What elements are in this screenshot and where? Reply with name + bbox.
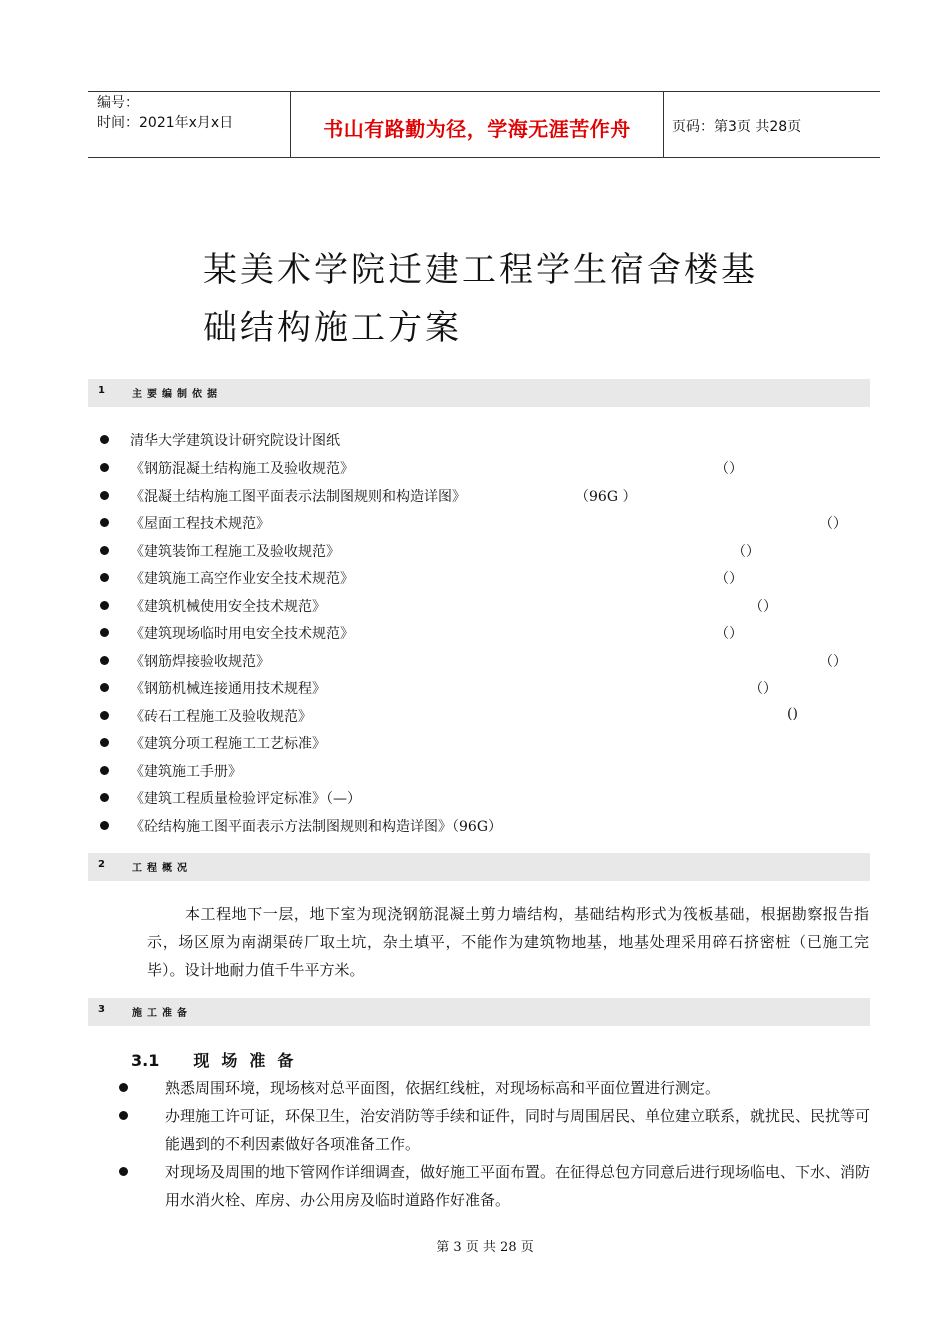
list-item: 《砼结构施工图平面表示方法制图规则和构造详图》（96G） — [97, 816, 877, 838]
subsection-label: 现场准备 — [193, 1051, 306, 1070]
bullet-icon — [100, 491, 109, 500]
list-item: 对现场及周围的地下管网作详细调查，做好施工平面布置。在征得总包方同意后进行现场临电、下水、消防用水消火栓、库房、办公用房及临时道路作好准备。 — [119, 1158, 879, 1214]
subsection-number: 3.1 — [131, 1051, 160, 1070]
subsection-heading — [131, 1048, 305, 1071]
bullet-icon — [100, 766, 109, 775]
bullet-icon — [100, 518, 109, 527]
code-label: 编号： — [97, 95, 139, 111]
page-footer: 第 3 页 共 28 页 — [436, 1240, 534, 1255]
list-item: 《钢筋机械连接通用技术规程》 （） — [97, 678, 877, 700]
list-item: 《砖石工程施工及验收规范》 () — [97, 706, 877, 728]
bullet-icon — [100, 573, 109, 582]
bullet-icon — [100, 463, 109, 472]
section-label: 施工准备 — [132, 1008, 192, 1019]
list-item: 《钢筋焊接验收规范》 （） — [97, 651, 877, 673]
bullet-icon — [100, 711, 109, 720]
bullet-icon — [100, 683, 109, 692]
bullet-icon — [100, 821, 109, 830]
bullet-icon — [100, 435, 109, 444]
header-bottom-rule — [88, 157, 880, 158]
header-meta — [97, 93, 233, 133]
list-item: 清华大学建筑设计研究院设计图纸 — [97, 430, 877, 452]
section-number: 2 — [98, 859, 105, 870]
bullet-icon — [119, 1083, 128, 1092]
bullet-icon — [100, 601, 109, 610]
project-overview-paragraph: 本工程地下一层，地下室为现浇钢筋混凝土剪力墙结构，基础结构形式为筏板基础，根据勘察报告指示，场区原为南湖渠砖厂取土坑，杂土填平，不能作为建筑物地基，地基处理采用碎石挤密桩（已施工完毕）。设计地耐力值千牛平方米。 — [147, 905, 869, 979]
bullet-icon — [100, 793, 109, 802]
header-top-rule — [88, 91, 880, 92]
list-item: 《混凝土结构施工图平面表示法制图规则和构造详图》 （96G ） — [97, 486, 877, 508]
bullet-icon — [100, 738, 109, 747]
list-item: 《建筑工程质量检验评定标准》（—） — [97, 788, 877, 810]
header-divider-right — [663, 91, 664, 158]
section-label: 工程概况 — [132, 863, 192, 874]
list-item: 《钢筋混凝土结构施工及验收规范》 （） — [97, 458, 877, 480]
list-item: 办理施工许可证，环保卫生，治安消防等手续和证件，同时与周围居民、单位建立联系，就扰民、民扰等可能遇到的不利因素做好各项准备工作。 — [119, 1102, 879, 1158]
document-title-line2: 础结构施工方案 — [203, 308, 462, 348]
section-number: 3 — [98, 1004, 105, 1015]
section-heading-1 — [88, 379, 870, 407]
list-item: 《建筑装饰工程施工及验收规范》 （） — [97, 541, 877, 563]
header-motto: 书山有路勤为径，学海无涯苦作舟 — [323, 117, 631, 141]
bullet-icon — [100, 546, 109, 555]
bullet-icon — [100, 628, 109, 637]
section-heading-2 — [88, 853, 870, 881]
header-page-info: 页码：第3页 共28页 — [672, 119, 802, 135]
list-item: 《屋面工程技术规范》 （） — [97, 513, 877, 535]
list-item: 《建筑分项工程施工工艺标准》 — [97, 733, 877, 755]
section-label: 主要编制依据 — [132, 389, 222, 400]
bullet-icon — [119, 1167, 128, 1176]
document-title-line1: 某美术学院迁建工程学生宿舍楼基 — [203, 250, 758, 290]
time-label: 时间：2021年x月x日 — [97, 115, 234, 131]
list-item: 熟悉周围环境，现场核对总平面图，依据红线桩，对现场标高和平面位置进行测定。 — [119, 1074, 879, 1102]
list-item: 《建筑现场临时用电安全技术规范》 （） — [97, 623, 877, 645]
list-item: 《建筑施工高空作业安全技术规范》 （） — [97, 568, 877, 590]
section-number: 1 — [98, 385, 105, 396]
bullet-icon — [100, 656, 109, 665]
list-item: 《建筑机械使用安全技术规范》 （） — [97, 596, 877, 618]
list-item: 《建筑施工手册》 — [97, 761, 877, 783]
section-heading-3 — [88, 998, 870, 1026]
bullet-icon — [119, 1111, 128, 1120]
